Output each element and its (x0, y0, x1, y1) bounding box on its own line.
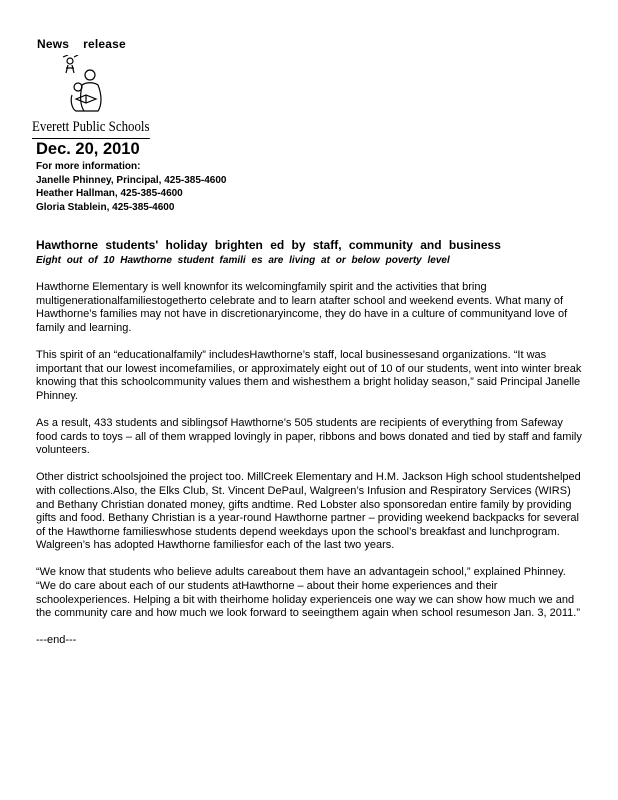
district-name-logotype: Everett Public Schools (32, 119, 150, 136)
body-paragraph: Other district schoolsjoined the project too. MillCreek Elementary and H.M. Jackson High school studentshelped with collections.Also, the Elks Club, St. Vincent DePaul, Walgreen’s Infusion and Respiratory Services (WIRS) and Bethany Christian donated money, gifts andtime. Red Lobster also sponsoredan entire family by providing gifts and food. Bethany Christian is a year-round Hawthorne partner – providing weekend backpacks for several of the Hawthorne familieswhose students depend weekdays upon the school’s breakfast and lunchprogram. Walgreen’s has adopted Hawthorne familiesfor each of the last two years. (36, 471, 581, 552)
body-paragraph: “We know that students who believe adults careabout them have an advantagein school,” explained Phinney. “We do care about each of our students atHawthorne – about their home experiences and their schoolexperiences. Helping a bit with theirhome holiday experienceis one way we can show how much we and the community care and how much we look forward to seeingthem again when school resumeson Jan. 3, 2011.” (36, 566, 580, 620)
contact-block (36, 160, 226, 214)
body-paragraph: This spirit of an “educationalfamily” includesHawthorne’s staff, local businessesand organizations. “It was important that our lowest incomefamilies, or approximately eight out of 10 of our students, went into winter break knowing that this schoolcommunity values them and wishesthem a bright holiday season,” said Principal Janelle Phinney. (36, 348, 582, 402)
body-paragraph: Hawthorne Elementary is well knownfor its welcomingfamily spirit and the activities that bring multigenerationalfamiliestogetherto celebrate and to learn atafter school and weekend events. What many of Hawthorne’s families may not have in discretionaryincome, they do have in a culture of communityand love of family and learning. (36, 281, 568, 334)
subheadline: Eight out of 10 Hawthorne student famili es are living at or below poverty level (36, 255, 450, 266)
contact-line: Gloria Stablein, 425-385-4600 (36, 201, 175, 213)
contact-heading: For more information: (36, 161, 141, 172)
end-marker: ---end--- (36, 634, 77, 647)
news-release-word-1: News (37, 37, 70, 51)
school-district-logo (30, 55, 150, 137)
body-paragraph: As a result, 433 students and siblingsof Hawthorne’s 505 students are recipients of everything from Safeway food cards to toys – all of them wrapped lovingly in paper, ribbons and bows donated and tied by staff and family volunteers. (36, 416, 582, 457)
news-release-word-2: release (83, 37, 126, 51)
headline: Hawthorne students' holiday brighten ed by staff, community and business (36, 238, 501, 252)
release-date: Dec. 20, 2010 (36, 140, 140, 158)
contact-line: Heather Hallman, 425-385-4600 (36, 188, 183, 199)
contact-line: Janelle Phinney, Principal, 425-385-4600 (36, 174, 227, 186)
family-reading-icon (60, 55, 110, 117)
article-body (36, 281, 584, 648)
news-release-label (37, 37, 126, 51)
